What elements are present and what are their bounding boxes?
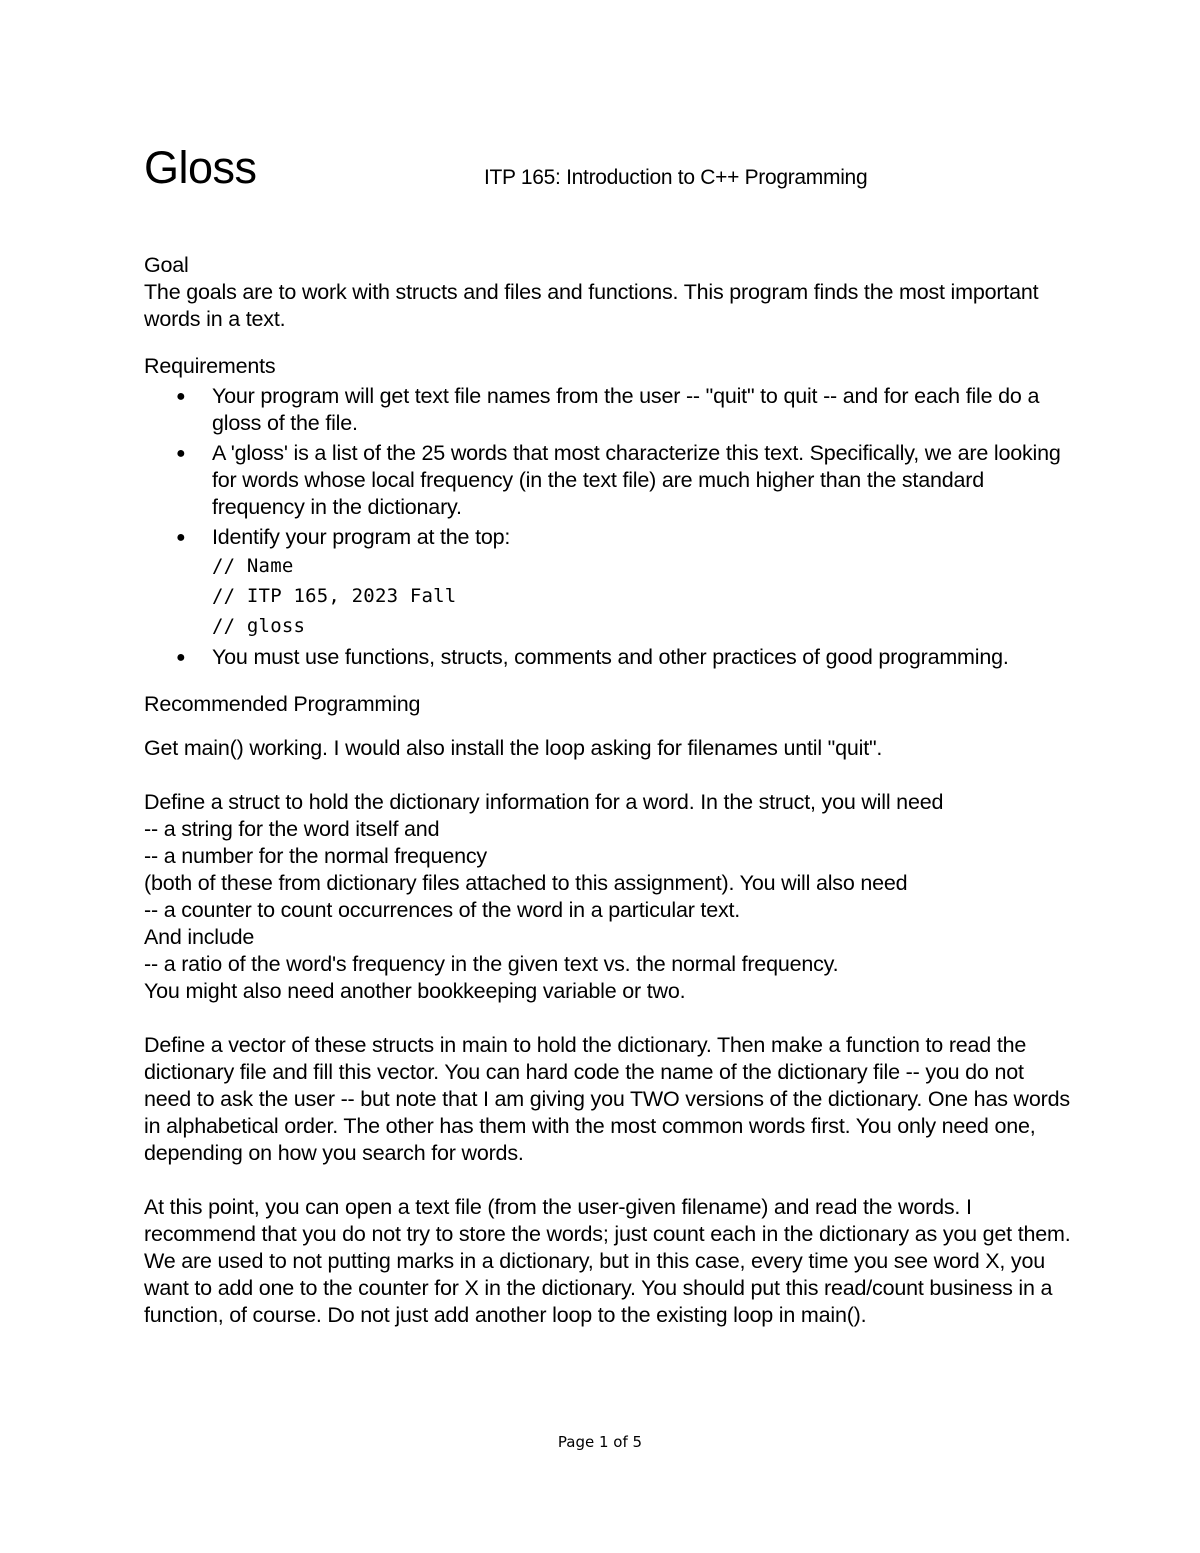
paragraph-line: You might also need another bookkeeping variable or two.: [144, 979, 686, 1003]
requirement-text: A 'gloss' is a list of the 25 words that most characterize this text. Specifically, we are looking for words whose local frequency (in the text file) are much higher than the standard frequency in the dictionary.: [212, 441, 1061, 519]
bullet-icon: ●: [176, 445, 186, 462]
recommended-paragraph-3: Define a vector of these structs in main to hold the dictionary. Then make a function to read the dictionary file and fill this vector. You can hard code the name of the dictionary file -- you do not need to ask the user -- but note that I am giving you TWO versions of the dictionary. One has words in alphabetical order. The other has them with the most common words first. You only need one, depending on how you search for words.: [144, 1033, 1070, 1165]
requirement-text: Your program will get text file names from the user -- "quit" to quit -- and for each file do a gloss of the file.: [212, 384, 1040, 435]
requirements-heading: Requirements: [144, 354, 276, 378]
list-item: [144, 644, 1074, 671]
document-title: Gloss: [144, 142, 257, 193]
code-line: // ITP 165, 2023 Fall: [212, 585, 457, 607]
requirement-text: You must use functions, structs, comments and other practices of good programming.: [212, 645, 1009, 669]
requirement-text: Identify your program at the top:: [212, 525, 511, 549]
paragraph-line: -- a number for the normal frequency: [144, 844, 487, 868]
goal-heading: Goal: [144, 253, 189, 277]
paragraph-line: -- a counter to count occurrences of the word in a particular text.: [144, 898, 741, 922]
requirements-list: [144, 383, 1074, 671]
bullet-icon: ●: [176, 388, 186, 405]
paragraph-line: -- a string for the word itself and: [144, 817, 440, 841]
paragraph-line: Define a struct to hold the dictionary information for a word. In the struct, you will need: [144, 790, 944, 814]
paragraph-line: And include: [144, 925, 255, 949]
bullet-icon: ●: [176, 649, 186, 666]
document-body: [144, 252, 1074, 1329]
recommended-paragraph-1: Get main() working. I would also install the loop asking for filenames until "quit".: [144, 736, 883, 760]
code-line: // Name: [212, 555, 294, 577]
recommended-paragraph-2: [144, 789, 1074, 1005]
bullet-icon: ●: [176, 529, 186, 546]
page-number: Page 1 of 5: [557, 1433, 643, 1451]
course-name: ITP 165: Introduction to C++ Programming: [484, 166, 868, 189]
goal-text: The goals are to work with structs and files and functions. This program finds the most important words in a text.: [144, 280, 1039, 331]
list-item: [144, 524, 1074, 641]
code-line: // gloss: [212, 615, 306, 637]
paragraph-line: (both of these from dictionary files attached to this assignment). You will also need: [144, 871, 908, 895]
recommended-paragraph-4: At this point, you can open a text file (from the user-given filename) and read the words. I recommend that you do not try to store the words; just count each in the dictionary as you get them. We are used to not putting marks in a dictionary, but in this case, every time you see word X, you want to add one to the counter for X in the dictionary. You should put this read/count business in a function, of course. Do not just add another loop to the existing loop in main().: [144, 1195, 1071, 1327]
paragraph-line: -- a ratio of the word's frequency in the given text vs. the normal frequency.: [144, 952, 839, 976]
list-item: [144, 383, 1074, 437]
recommended-heading: Recommended Programming: [144, 692, 421, 716]
list-item: [144, 440, 1074, 521]
